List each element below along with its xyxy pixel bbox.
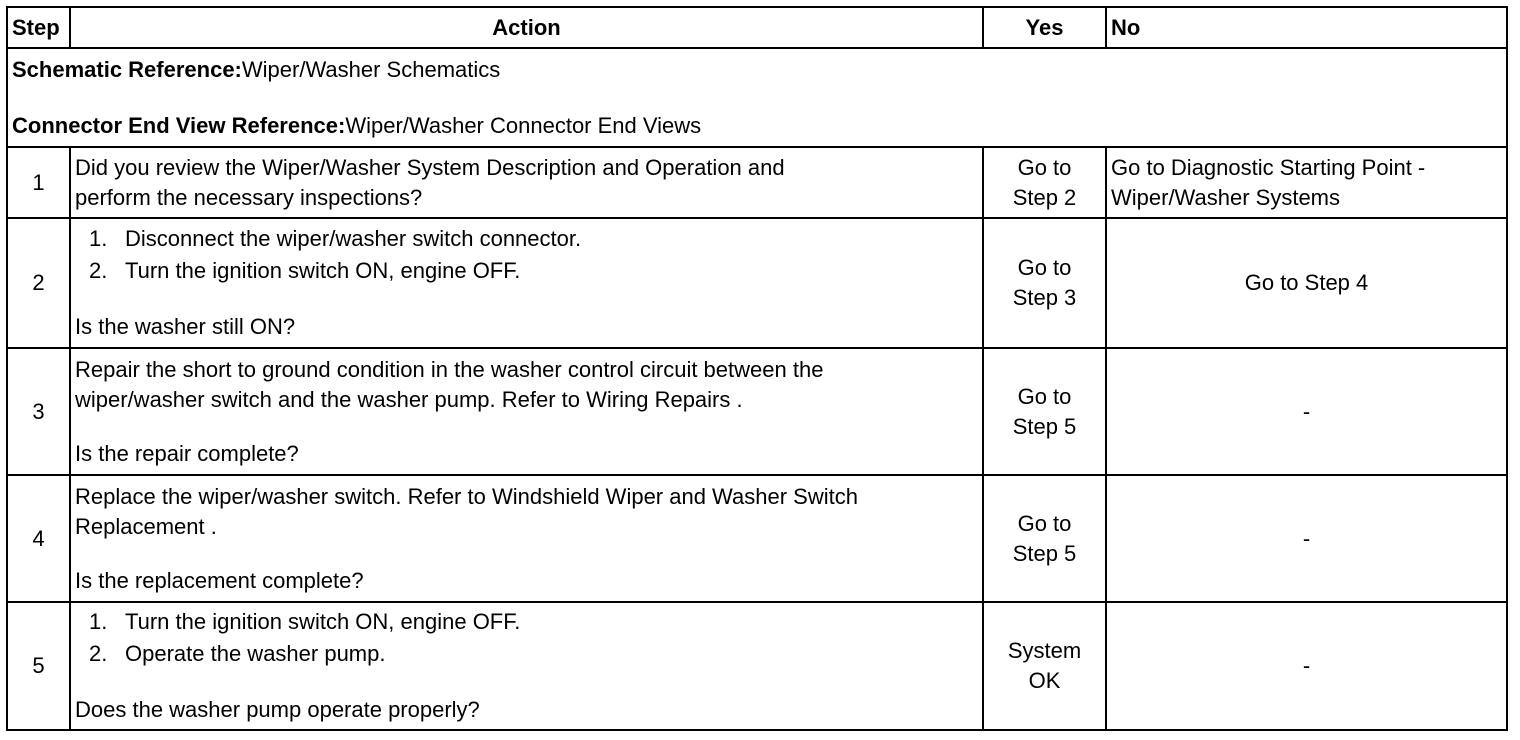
yes-text-line: OK: [1028, 668, 1061, 693]
yes-text-line: Step 3: [1012, 285, 1077, 310]
reference-cell: [7, 48, 1507, 147]
schematic-reference-link[interactable]: Wiper/Washer Schematics: [241, 56, 501, 82]
no-cell: -: [1106, 602, 1507, 730]
spacer: [75, 415, 978, 439]
reference-row: [7, 48, 1507, 147]
action-text-line: Repair the short to ground condition in the washer control circuit between the: [75, 356, 824, 382]
yes-cell[interactable]: [983, 348, 1106, 475]
action-question: Is the replacement complete?: [75, 567, 364, 593]
table-row-step-1: [7, 147, 1507, 218]
step-number: 1: [7, 147, 70, 218]
no-cell: -: [1106, 475, 1507, 602]
diagnostic-table-wrapper: [6, 6, 1508, 731]
action-question: Is the repair complete?: [75, 440, 299, 466]
yes-text-line: Step 5: [1012, 413, 1077, 439]
action-text-line: Replacement .: [75, 513, 217, 539]
action-question: Does the washer pump operate properly?: [75, 697, 480, 722]
table-row-step-2: [7, 218, 1507, 348]
no-text-line: Go to Step 4: [1244, 270, 1369, 295]
action-text-line: Did you review the Wiper/Washer System Description and Operation and: [75, 154, 785, 180]
action-cell: [70, 218, 983, 348]
action-text-line: Replace the wiper/washer switch. Refer to Windshield Wiper and Washer Switch: [75, 483, 858, 509]
list-item-number: 2.: [89, 258, 108, 283]
yes-text-line: Step 2: [1012, 184, 1077, 210]
header-action: Action: [70, 7, 983, 48]
yes-cell[interactable]: [983, 147, 1106, 218]
list-item-text: Disconnect the wiper/washer switch connector.: [125, 226, 582, 251]
connector-reference: [12, 111, 1502, 141]
schematic-reference: [12, 55, 1502, 85]
action-cell: [70, 147, 983, 218]
list-item: [75, 224, 978, 254]
action-cell: [70, 348, 983, 475]
action-list: [75, 224, 978, 286]
yes-cell[interactable]: [983, 218, 1106, 348]
action-cell: [70, 602, 983, 730]
list-item-text: Turn the ignition switch ON, engine OFF.: [125, 609, 521, 634]
yes-text-line: Go to: [1017, 154, 1072, 180]
spacer: [75, 671, 978, 695]
reference-gap: [12, 85, 1502, 111]
yes-text-line: Go to: [1017, 510, 1072, 536]
step-number: 2: [7, 218, 70, 348]
action-text-line: wiper/washer switch and the washer pump. Refer to Wiring Repairs .: [75, 386, 743, 412]
step-number: 4: [7, 475, 70, 602]
spacer: [75, 288, 978, 312]
list-item: [75, 256, 978, 286]
table-row-step-4: [7, 475, 1507, 602]
header-no: No: [1106, 7, 1507, 48]
table-header-row: [7, 7, 1507, 48]
action-text-line: perform the necessary inspections?: [75, 184, 423, 210]
list-item-number: 2.: [89, 641, 108, 666]
connector-reference-link[interactable]: Wiper/Washer Connector End Views: [345, 112, 702, 138]
yes-text-line: System: [1007, 638, 1082, 663]
yes-cell[interactable]: [983, 475, 1106, 602]
list-item: [75, 607, 978, 637]
no-cell[interactable]: [1106, 218, 1507, 348]
step-number: 3: [7, 348, 70, 475]
spacer: [75, 542, 978, 566]
yes-cell: [983, 602, 1106, 730]
yes-text-line: Go to: [1017, 383, 1072, 409]
table-row-step-5: [7, 602, 1507, 730]
schematic-reference-label: Schematic Reference:: [12, 56, 242, 82]
no-cell: -: [1106, 348, 1507, 475]
list-item-number: 1.: [89, 609, 108, 634]
action-list: [75, 607, 978, 669]
no-cell[interactable]: [1106, 147, 1507, 218]
header-step: Step: [7, 7, 70, 48]
no-text-line: Go to Diagnostic Starting Point -: [1111, 154, 1426, 180]
list-item-number: 1.: [89, 226, 108, 251]
list-item-text: Operate the washer pump.: [125, 641, 386, 666]
yes-text-line: Go to: [1017, 255, 1072, 280]
yes-text-line: Step 5: [1012, 540, 1077, 566]
header-yes: Yes: [983, 7, 1106, 48]
no-text-line: Wiper/Washer Systems: [1111, 184, 1341, 210]
action-cell: [70, 475, 983, 602]
table-row-step-3: [7, 348, 1507, 475]
list-item: [75, 639, 978, 669]
action-question: Is the washer still ON?: [75, 314, 296, 339]
list-item-text: Turn the ignition switch ON, engine OFF.: [125, 258, 521, 283]
step-number: 5: [7, 602, 70, 730]
connector-reference-label: Connector End View Reference:: [12, 112, 346, 138]
diagnostic-table: [6, 6, 1508, 731]
